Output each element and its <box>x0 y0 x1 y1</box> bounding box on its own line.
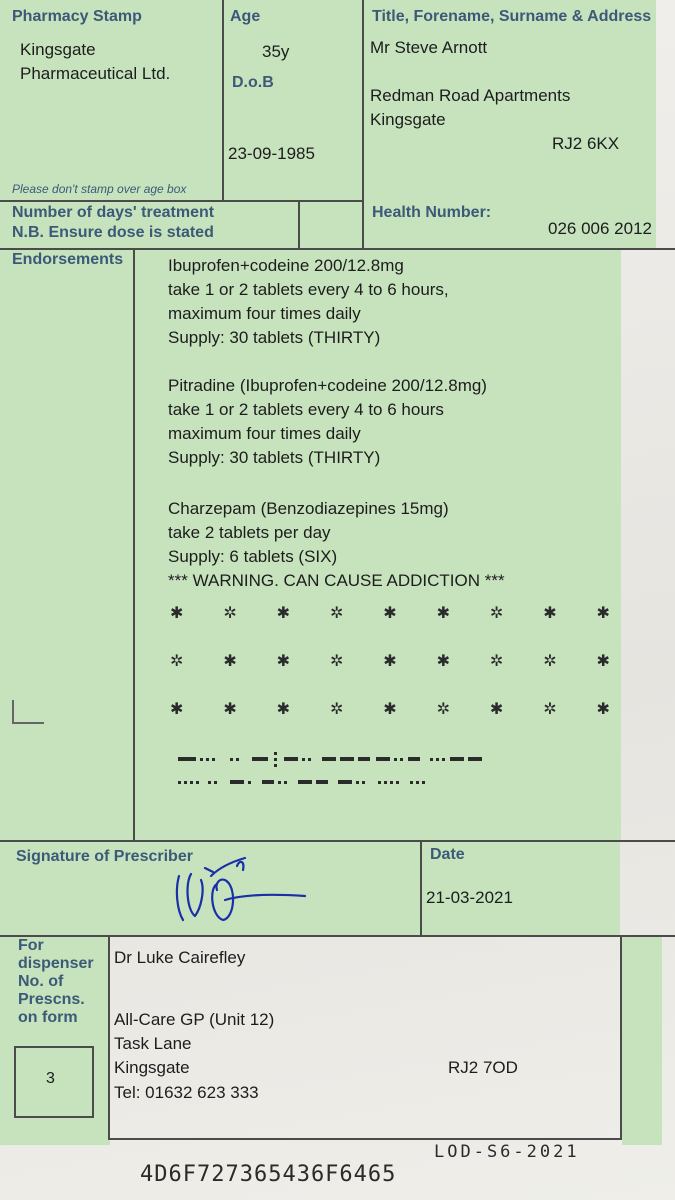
green-right-strip <box>622 935 662 1145</box>
star-icon: ✲ <box>223 605 237 622</box>
serial-number: 4D6F727365436F6465 <box>140 1162 397 1187</box>
pharmacy-name: Kingsgate <box>20 40 96 59</box>
star-icon: ✲ <box>543 653 557 670</box>
patient-label: Title, Forename, Surname & Address <box>372 8 652 25</box>
star-icon: ✱ <box>170 605 184 622</box>
star-icon: ✲ <box>170 653 184 670</box>
form-code: LOD-S6-2021 <box>434 1142 580 1162</box>
health-number-label: Health Number: <box>372 204 492 221</box>
prescription-count: 3 <box>46 1070 55 1087</box>
star-icon: ✲ <box>436 701 450 718</box>
practice-postcode: RJ2 7OD <box>448 1058 518 1077</box>
date-label: Date <box>430 846 465 863</box>
signature-image <box>165 850 315 930</box>
divider <box>108 1138 622 1140</box>
rx-line: Pitradine (Ibuprofen+codeine 200/12.8mg) <box>168 376 487 395</box>
divider <box>362 0 364 248</box>
dispenser-label-line: on form <box>18 1009 78 1026</box>
divider <box>0 248 675 250</box>
patient-postcode: RJ2 6KX <box>552 134 620 153</box>
dob-label: D.o.B <box>232 74 274 91</box>
practice-street: Task Lane <box>114 1034 192 1053</box>
rx-line: maximum four times daily <box>168 424 361 443</box>
star-icon: ✱ <box>223 701 237 718</box>
star-icon: ✱ <box>489 701 504 718</box>
star-icon: ✱ <box>170 701 184 718</box>
age-label: Age <box>230 8 261 25</box>
prescription-item-1 <box>168 254 449 350</box>
rx-line: take 1 or 2 tablets every 4 to 6 hours, <box>168 280 449 299</box>
prescriber-name: Dr Luke Cairefley <box>114 948 246 967</box>
divider <box>108 935 110 1140</box>
address-line: Redman Road Apartments <box>370 86 571 105</box>
star-icon: ✲ <box>489 605 504 622</box>
prescription-item-2 <box>168 374 487 470</box>
divider <box>133 248 135 840</box>
rx-line: take 1 or 2 tablets every 4 to 6 hours <box>168 400 444 419</box>
star-icon: ✲ <box>329 605 344 622</box>
signature-label: Signature of Prescriber <box>16 848 193 865</box>
dispenser-label-line: For <box>18 937 44 954</box>
green-endorse-left <box>0 248 135 840</box>
morse-pattern <box>178 748 518 798</box>
divider <box>298 200 300 248</box>
pharmacy-stamp-label: Pharmacy Stamp <box>12 8 142 25</box>
patient-name: Mr Steve Arnott <box>370 38 488 57</box>
star-icon: ✱ <box>383 605 397 622</box>
divider <box>620 935 622 1140</box>
star-row <box>170 651 610 671</box>
dispenser-label-line: Prescns. <box>18 991 85 1008</box>
star-icon: ✲ <box>489 653 504 670</box>
age-value: 35y <box>262 42 290 61</box>
rx-line: Supply: 30 tablets (THIRTY) <box>168 328 381 347</box>
stamp-note: Please don't stamp over age box <box>12 182 187 196</box>
days-treatment-note: N.B. Ensure dose is stated <box>12 224 214 241</box>
rx-line: maximum four times daily <box>168 304 361 323</box>
divider <box>420 840 422 935</box>
date-value: 21-03-2021 <box>426 888 513 907</box>
star-icon: ✱ <box>383 701 397 718</box>
dispenser-label-line: dispenser <box>18 955 94 972</box>
practice-name: All-Care GP (Unit 12) <box>114 1010 275 1029</box>
star-icon: ✱ <box>596 605 610 622</box>
star-icon: ✲ <box>543 701 557 718</box>
practice-tel: Tel: 01632 623 333 <box>114 1083 259 1102</box>
star-icon: ✱ <box>276 701 291 718</box>
dispenser-label <box>18 937 108 1027</box>
rx-line: Supply: 30 tablets (THIRTY) <box>168 448 381 467</box>
rx-line: take 2 tablets per day <box>168 523 331 542</box>
divider <box>0 840 675 842</box>
star-icon: ✱ <box>596 653 610 670</box>
star-icon: ✱ <box>223 653 237 670</box>
star-icon: ✱ <box>276 653 291 670</box>
divider <box>222 0 224 200</box>
pharmacy-name: Pharmaceutical Ltd. <box>20 64 171 83</box>
days-treatment-label: Number of days' treatment <box>12 204 215 221</box>
rx-line: *** WARNING. CAN CAUSE ADDICTION *** <box>168 571 505 590</box>
star-row <box>170 699 610 719</box>
star-icon: ✱ <box>383 653 397 670</box>
health-number: 026 006 2012 <box>548 219 652 238</box>
star-icon: ✱ <box>436 653 450 670</box>
address-line: Kingsgate <box>370 110 446 129</box>
practice-town: Kingsgate <box>114 1058 190 1077</box>
star-icon: ✱ <box>276 605 291 622</box>
dispenser-label-line: No. of <box>18 973 64 990</box>
rx-line: Supply: 6 tablets (SIX) <box>168 547 338 566</box>
star-icon: ✱ <box>596 701 610 718</box>
rx-line: Charzepam (Benzodiazepines 15mg) <box>168 499 449 518</box>
star-icon: ✲ <box>329 701 344 718</box>
dob-value: 23-09-1985 <box>228 144 315 163</box>
star-row <box>170 603 610 623</box>
star-icon: ✱ <box>543 605 557 622</box>
rx-line: Ibuprofen+codeine 200/12.8mg <box>168 256 404 275</box>
divider <box>0 200 364 202</box>
star-icon: ✱ <box>436 605 450 622</box>
star-icon: ✲ <box>329 653 344 670</box>
prescription-item-3 <box>168 497 505 593</box>
endorsements-label: Endorsements <box>12 251 124 268</box>
corner-mark <box>12 700 44 724</box>
